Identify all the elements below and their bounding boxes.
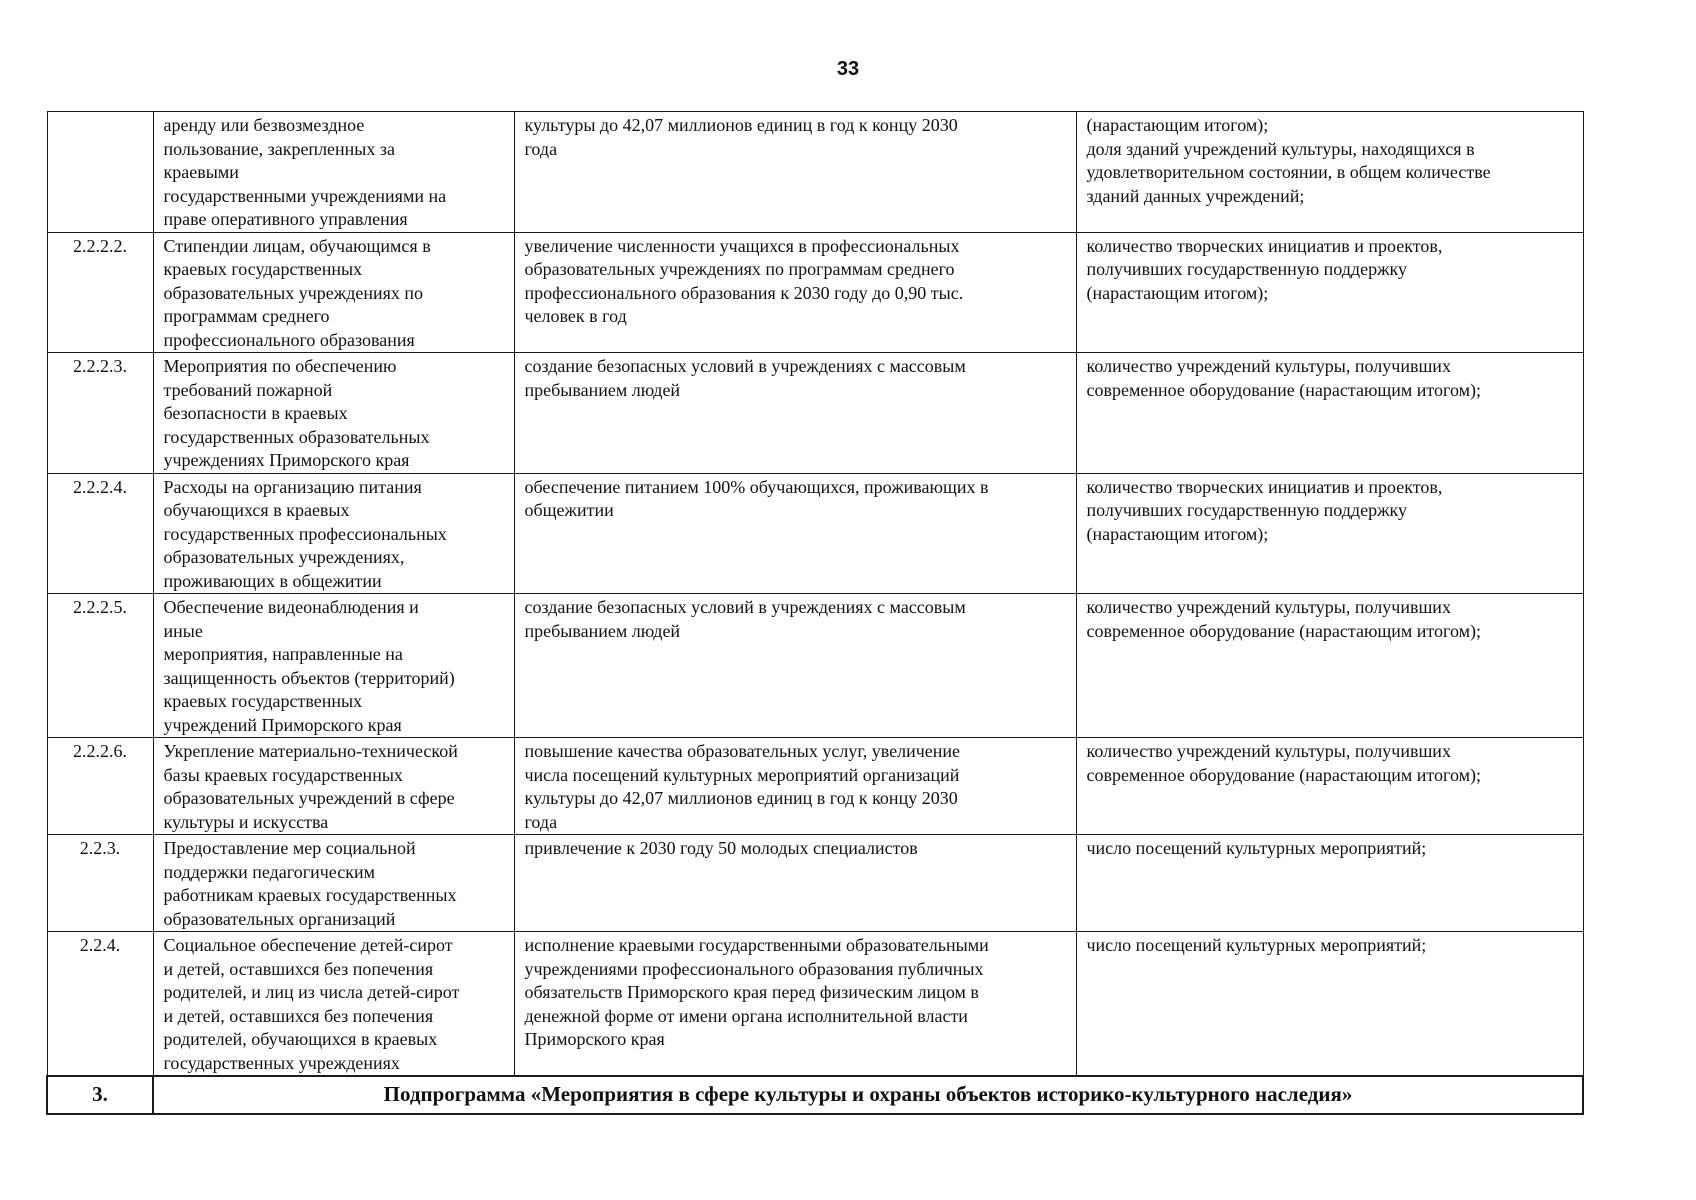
event-text: Обеспечение видеонаблюдения и иные мероприятия, направленные на защищенность объектов (территорий) краевых государственных учреждений Приморского края [163, 597, 455, 735]
row-number: 2.2.2.5. [47, 594, 153, 738]
event-text: Расходы на организацию питания обучающихся в краевых государственных профессиональных образовательных учреждениях, проживающих в общежитии [163, 476, 447, 591]
event-cell [153, 594, 514, 738]
event-text: Укрепление материально-технической базы краевых государственных образовательных учреждений в сфере культуры и искусства [163, 741, 458, 832]
result-cell [514, 835, 1076, 932]
result-cell [514, 473, 1076, 594]
result-text: обеспечение питанием 100% обучающихся, проживающих в общежитии [524, 476, 989, 520]
row-number [47, 112, 153, 233]
event-cell [153, 473, 514, 594]
table-row [47, 594, 1583, 738]
result-cell [514, 353, 1076, 474]
indicator-text: количество творческих инициатив и проектов, получивших государственную поддержку (нарастающим итогом); [1086, 476, 1443, 544]
event-text: Мероприятия по обеспечению требований пожарной безопасности в краевых государственных образовательных учреждениях Приморского края [163, 356, 430, 470]
event-cell [153, 835, 514, 932]
indicator-text: количество учреждений культуры, получивших современное оборудование (нарастающим итогом); [1086, 741, 1482, 785]
row-number: 2.2.2.6. [47, 738, 153, 835]
row-number: 2.2.3. [47, 835, 153, 932]
table-row [47, 112, 1583, 233]
table-row [47, 473, 1583, 594]
event-text: Социальное обеспечение детей-сирот и детей, оставшихся без попечения родителей, и лиц из числа детей-сирот и детей, оставшихся без попечения родителей, обучающихся в краевых государственных учреждениях [163, 935, 460, 1073]
indicator-text: количество учреждений культуры, получивших современное оборудование (нарастающим итогом); [1086, 597, 1482, 641]
program-table [46, 111, 1584, 1115]
page-number: 33 [836, 58, 860, 80]
result-text: привлечение к 2030 году 50 молодых специалистов [524, 838, 918, 858]
subprogram-row [47, 1076, 1583, 1114]
table-row [47, 738, 1583, 835]
result-text: культуры до 42,07 миллионов единиц в год к концу 2030 года [524, 115, 958, 159]
indicator-cell [1076, 738, 1583, 835]
result-cell [514, 932, 1076, 1077]
row-number: 2.2.2.2. [47, 232, 153, 353]
result-text: создание безопасных условий в учреждениях с массовым пребыванием людей [524, 356, 966, 400]
indicator-cell [1076, 232, 1583, 353]
row-number: 2.2.4. [47, 932, 153, 1077]
subprogram-title: Подпрограмма «Мероприятия в сфере культуры и охраны объектов историко-культурного наследия» [153, 1076, 1583, 1114]
result-text: увеличение численности учащихся в профессиональных образовательных учреждениях по программам среднего профессионального образования к 2030 году до 0,90 тыс. человек в год [524, 235, 964, 326]
row-number: 2.2.2.3. [47, 353, 153, 474]
indicator-text: число посещений культурных мероприятий; [1086, 935, 1427, 955]
table-row [47, 835, 1583, 932]
event-cell [153, 738, 514, 835]
subprogram-number: 3. [47, 1076, 153, 1114]
indicator-cell [1076, 473, 1583, 594]
result-cell [514, 112, 1076, 233]
event-text: аренду или безвозмездное пользование, закрепленных за краевыми государственными учреждениями на праве оперативного управления [163, 115, 447, 229]
result-text: создание безопасных условий в учреждениях с массовым пребыванием людей [524, 597, 966, 641]
event-cell [153, 932, 514, 1077]
indicator-text: количество творческих инициатив и проектов, получивших государственную поддержку (нарастающим итогом); [1086, 235, 1443, 303]
event-cell [153, 232, 514, 353]
event-cell [153, 112, 514, 233]
indicator-text: число посещений культурных мероприятий; [1086, 838, 1427, 858]
event-text: Стипендии лицам, обучающимся в краевых государственных образовательных учреждениях по программам среднего профессионального образования [163, 235, 431, 350]
table-row [47, 232, 1583, 353]
indicator-cell [1076, 835, 1583, 932]
table-row [47, 353, 1583, 474]
result-text: исполнение краевыми государственными образовательными учреждениями профессионального образования публичных обязательств Приморского края перед физическим лицом в денежной форме от имени органа исполнительной власти Приморского края [524, 935, 989, 1049]
result-cell [514, 594, 1076, 738]
event-text: Предоставление мер социальной поддержки педагогическим работникам краевых государственных образовательных организаций [163, 838, 457, 929]
table-row [47, 932, 1583, 1077]
row-number: 2.2.2.4. [47, 473, 153, 594]
event-cell [153, 353, 514, 474]
indicator-cell [1076, 594, 1583, 738]
result-cell [514, 232, 1076, 353]
indicator-text: (нарастающим итогом); доля зданий учреждений культуры, находящихся в удовлетворительном состоянии, в общем количестве зданий данных учреждений; [1086, 115, 1491, 206]
result-cell [514, 738, 1076, 835]
indicator-text: количество учреждений культуры, получивших современное оборудование (нарастающим итогом); [1086, 356, 1482, 400]
indicator-cell [1076, 112, 1583, 233]
indicator-cell [1076, 353, 1583, 474]
result-text: повышение качества образовательных услуг, увеличение числа посещений культурных мероприятий организаций культуры до 42,07 миллионов единиц в год к концу 2030 года [524, 741, 960, 832]
indicator-cell [1076, 932, 1583, 1077]
